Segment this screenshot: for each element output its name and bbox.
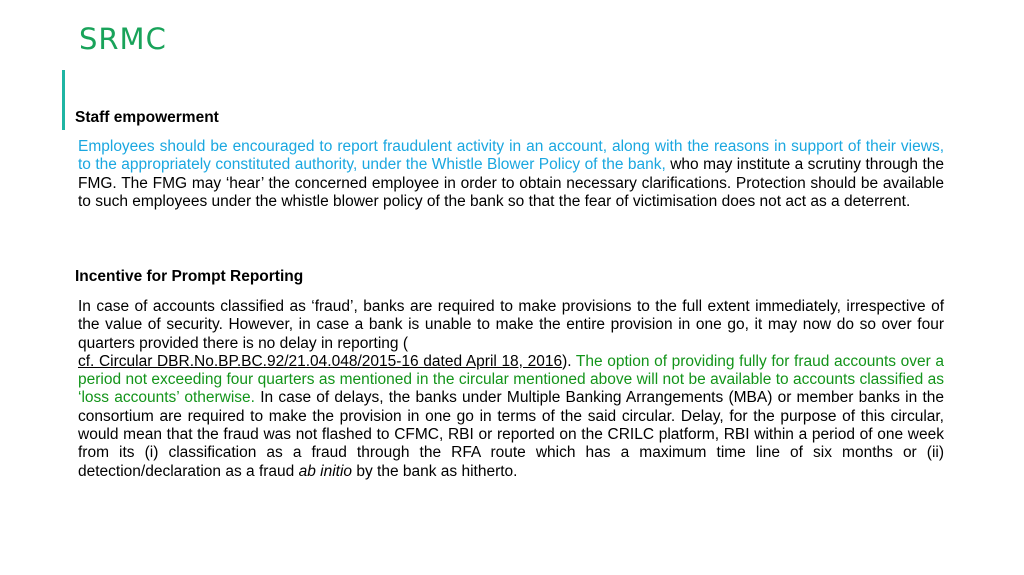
slide-title: SRMC [79,22,167,56]
staff-empowerment-text: who may institute a scrutiny through the FMG. The FMG may ‘hear’ the concerned employee in order to obtain necessary clarifications. Protection should be available to such employees under the whistle blower policy of the bank so that the fear of victimisation does not act as a deterrent. [78,156,944,210]
whistle-blower-highlight: Employees should be encouraged to report fraudulent activity in an account, along with the reasons in support of their views, to the appropriately constituted authority, under the Whistle Blower Policy of the bank, [78,138,944,174]
ab-initio-text: ab initio [298,462,353,480]
incentive-paragraph [78,298,944,481]
staff-empowerment-paragraph [78,138,944,211]
accent-bar [62,70,65,130]
incentive-middle-text: In case of delays, the banks under Multiple Banking Arrangements (MBA) or member banks in the consortium are required to make the provision in one go in terms of the said circular. Delay, for the purpose of this circular, would mean that the fraud was not flashed to CFMC, RBI or reported on the CRILC platform, RBI within a period of one week from its (i) classification as a fraud through the RFA route which has a maximum time line of six months or (ii) detection/declaration as a fraud [78,389,945,480]
section-heading-incentive: Incentive for Prompt Reporting [75,268,304,285]
section-heading-staff-empowerment: Staff empowerment [75,109,219,126]
incentive-intro-text: In case of accounts classified as ‘fraud’, banks are required to make provisions to the full extent immediately, irrespective of the value of security. However, in case a bank is unable to make the entire provision in one go, it may now do so over four quarters provided there is no delay in reporting ( [78,298,944,352]
loss-accounts-highlight: The option of providing fully for fraud accounts over a period not exceeding four quarters as mentioned in the circular mentioned above will not be available to accounts classified as ‘loss accounts’ otherwise. [78,352,945,407]
incentive-ending-text: by the bank as hitherto. [352,462,518,480]
incentive-after-link: ). [562,352,576,370]
circular-link[interactable]: cf. Circular DBR.No.BP.BC.92/21.04.048/2015-16 dated April 18, 2016 [78,352,563,370]
